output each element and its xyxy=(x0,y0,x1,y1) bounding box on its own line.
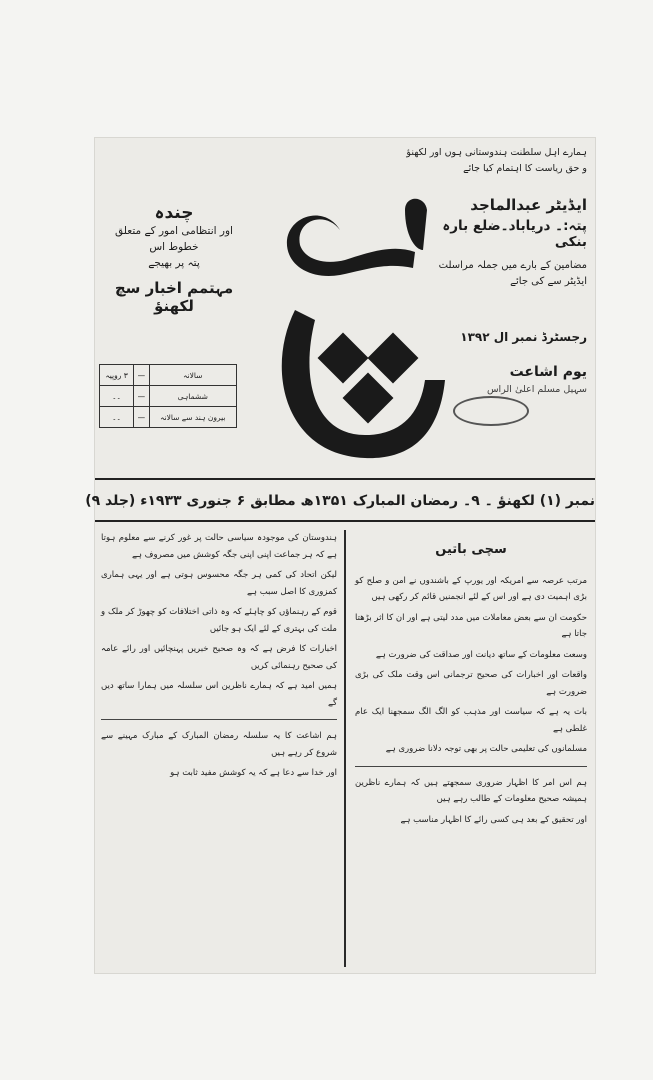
price-cell: — xyxy=(134,407,150,428)
price-cell: سالانہ xyxy=(149,365,236,386)
paragraph: لیکن اتحاد کی کمی ہر جگہ محسوس ہوتی ہے اور یہی ہماری کمزوری کا اصل سبب ہے xyxy=(101,570,337,597)
price-cell: بیرون ہند سے سالانہ xyxy=(149,407,236,428)
paragraph: ہندوستان کی موجودہ سیاسی حالت پر غور کرنے سے معلوم ہوتا ہے کہ ہر جماعت اپنی اپنی جگہ کوشش میں مصروف ہے xyxy=(101,533,337,560)
right-column xyxy=(355,530,587,967)
paragraph: اور خدا سے دعا ہے کہ یہ کوشش مفید ثابت ہو xyxy=(170,768,337,778)
left-column xyxy=(101,530,337,967)
note-2: ایڈیٹر سے کی جائے xyxy=(510,276,587,287)
price-row xyxy=(100,386,237,407)
paragraph: اور تحقیق کے بعد ہی کسی رائے کا اظہار مناسب ہے xyxy=(400,814,587,825)
editor-block xyxy=(422,196,587,395)
price-cell: ۳ روپیہ xyxy=(100,365,134,386)
publication-day: یوم اشاعت xyxy=(509,364,587,380)
column-heading: سچی باتیں xyxy=(435,542,507,557)
header-line-1: ہمارے اہل سلطنت ہندوستانی ہوں اور لکھنؤ xyxy=(406,147,587,158)
manager-name: مہتمم اخبار سچ لکھنؤ xyxy=(114,279,234,315)
registration-number: رجسٹرڈ نمبر ال ۱۳۹۲ xyxy=(460,330,587,344)
rule-top xyxy=(95,478,595,480)
price-cell: ۔۔ xyxy=(100,407,134,428)
chanda-heading: چندہ xyxy=(154,203,194,223)
note-1: مضامین کے بارے میں جملہ مراسلت xyxy=(438,260,587,271)
divider xyxy=(355,766,587,767)
price-cell: — xyxy=(134,386,150,407)
rule-bottom xyxy=(95,520,595,522)
stamp xyxy=(453,396,529,426)
paragraph: حکومت ان سے بعض معاملات میں مدد لیتی ہے اور ان کا اثر بڑھتا جاتا ہے xyxy=(355,612,587,639)
paragraph: بات یہ ہے کہ سیاست اور مذہب کو الگ الگ سمجھنا ایک عام غلطی ہے xyxy=(355,707,587,734)
price-cell: — xyxy=(134,365,150,386)
price-row xyxy=(100,365,237,386)
divider xyxy=(101,719,337,720)
newspaper-page xyxy=(85,138,595,973)
paragraph: واقعات اور اخبارات کی صحیح ترجمانی اس وقت ملک کی بڑی ضرورت ہے xyxy=(355,670,587,697)
price-row xyxy=(100,407,237,428)
price-table xyxy=(99,364,237,428)
signature: سہیل مسلم اعلیٰ الراس xyxy=(486,384,587,395)
paragraph: مرتب عرصہ سے امریکہ اور یورپ کے باشندوں نے امن و صلح کو بڑی اہمیت دی ہے اور اس کے لئے انجمنیں قائم کر رکھی ہیں xyxy=(355,575,587,602)
header-line-2: و حق ریاست کا اہتمام کیا جائے xyxy=(463,163,587,174)
paragraph: ہم اشاعت کا یہ سلسلہ رمضان المبارک کے مبارک مہینے سے شروع کر رہے ہیں xyxy=(101,731,337,758)
price-cell: ششماہی xyxy=(149,386,236,407)
paragraph: مسلمانوں کی تعلیمی حالت پر بھی توجہ دلانا ضروری ہے xyxy=(385,744,587,754)
paragraph: اخبارات کا فرض ہے کہ وہ صحیح خبریں پہنچائیں اور رائے عامہ کی صحیح رہنمائی کریں xyxy=(101,644,337,671)
column-divider xyxy=(344,530,346,967)
paragraph: قوم کے رہنماؤں کو چاہئے کہ وہ ذاتی اختلافات کو چھوڑ کر ملک و ملت کی بہتری کے لئے ایک ہو جائیں xyxy=(101,607,337,634)
address: پتہ:۔ دریاباد۔ضلع بارہ بنکی xyxy=(442,218,587,250)
price-cell: ۔۔ xyxy=(100,386,134,407)
editor-name: ایڈیٹر عبدالماجد xyxy=(470,196,587,214)
subscription-block xyxy=(99,180,249,315)
chanda-line-2: پتہ پر بھیجے xyxy=(148,257,200,269)
paragraph: ہم اس امر کا اظہار ضروری سمجھتے ہیں کہ ہمارے ناظرین ہمیشہ صحیح معلومات کے طالب رہے ہیں xyxy=(355,777,587,804)
paragraph: وسعت معلومات کے ساتھ دیانت اور صداقت کی ضرورت ہے xyxy=(375,649,587,660)
logo-text: سچ xyxy=(355,310,357,311)
chanda-line-1: اور انتظامی امور کے متعلق خطوط اس xyxy=(115,225,233,253)
paragraph: ہمیں امید ہے کہ ہمارے ناظرین اس سلسلہ میں ہمارا ساتھ دیں گے xyxy=(101,681,337,708)
dateline: نمبر (۱) لکھنؤ ۔ ۹۔ رمضان المبارک ۱۳۵۱ھ مطابق ۶ جنوری ۱۹۳۳ء (جلد ۹) xyxy=(85,493,595,509)
